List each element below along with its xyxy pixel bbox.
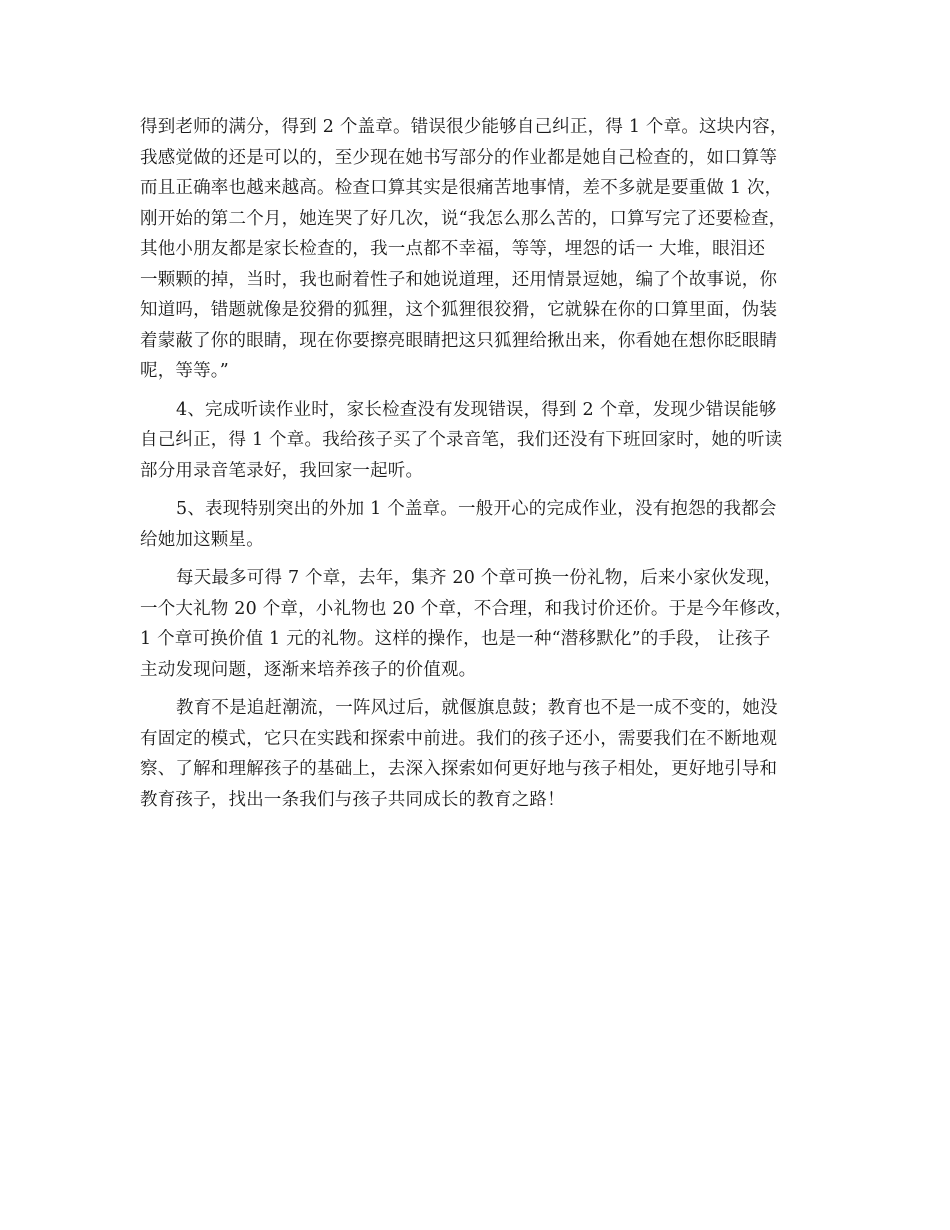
text-line: 着蒙蔽了你的眼睛，现在你要擦亮眼睛把这只狐狸给揪出来，你看她在想你眨眼睛 bbox=[140, 330, 778, 351]
text-line: 察、了解和理解孩子的基础上，去深入探索如何更好地与孩子相处，更好地引导和 bbox=[140, 759, 778, 779]
text-line: 得到老师的满分，得到 2 个盖章。错误很少能够自己纠正，得 1 个章。这块内容， bbox=[140, 117, 788, 137]
paragraph-1 bbox=[140, 112, 820, 387]
text-line: 有固定的模式，它只在实践和探索中前进。我们的孩子还小，需要我们在不断地观 bbox=[140, 728, 778, 749]
text-line: 教育不是追赶潮流，一阵风过后，就偃旗息鼓；教育也不是一成不变的，她没 bbox=[176, 698, 778, 718]
text-line: 一颗颗的掉，当时，我也耐着性子和她说道理，还用情景逗她，编了个故事说，你 bbox=[140, 269, 778, 290]
paragraph-5 bbox=[140, 693, 820, 815]
document-body bbox=[140, 112, 820, 823]
text-line: 1 个章可换价值 1 元的礼物。这样的操作，也是一种“潜移默化”的手段， 让孩子 bbox=[140, 629, 771, 649]
paragraph-3 bbox=[140, 494, 820, 555]
text-line: 呢，等等。” bbox=[140, 361, 229, 381]
text-line: 部分用录音笔录好，我回家一起听。 bbox=[140, 460, 424, 481]
text-line: 而且正确率也越来越高。检查口算其实是很痛苦地事情，差不多就是要重做 1 次， bbox=[140, 178, 783, 198]
paragraph-2 bbox=[140, 395, 820, 487]
text-line: 自己纠正，得 1 个章。我给孩子买了个录音笔，我们还没有下班回家时，她的听读 bbox=[140, 430, 783, 450]
text-line: 我感觉做的还是可以的，至少现在她书写部分的作业都是她自己检查的，如口算等 bbox=[140, 147, 778, 168]
text-line: 主动发现问题，逐渐来培养孩子的价值观。 bbox=[140, 659, 477, 680]
text-line: 其他小朋友都是家长检查的，我一点都不幸福，等等，埋怨的话一 大堆，眼泪还 bbox=[140, 239, 766, 259]
text-line: 每天最多可得 7 个章，去年，集齐 20 个章可换一份礼物，后来小家伙发现， bbox=[176, 568, 782, 588]
text-line: 4、完成听读作业时，家长检查没有发现错误，得到 2 个章，发现少错误能够 bbox=[176, 399, 777, 420]
text-line: 教育孩子，找出一条我们与孩子共同成长的教育之路！ bbox=[140, 789, 565, 810]
text-line: 刚开始的第二个月，她连哭了好几次，说“我怎么那么苦的，口算写完了还要检查， bbox=[140, 208, 787, 229]
text-line: 知道吗，错题就像是狡猾的狐狸，这个狐狸很狡猾，它就躲在你的口算里面，伪装 bbox=[140, 300, 778, 320]
text-line: 一个大礼物 20 个章，小礼物也 20 个章，不合理，和我讨价还价。于是今年修改， bbox=[140, 598, 793, 619]
text-line: 给她加这颗星。 bbox=[140, 529, 264, 550]
paragraph-4 bbox=[140, 563, 820, 685]
text-line: 5、表现特别突出的外加 1 个盖章。一般开心的完成作业，没有抱怨的我都会 bbox=[176, 499, 777, 519]
